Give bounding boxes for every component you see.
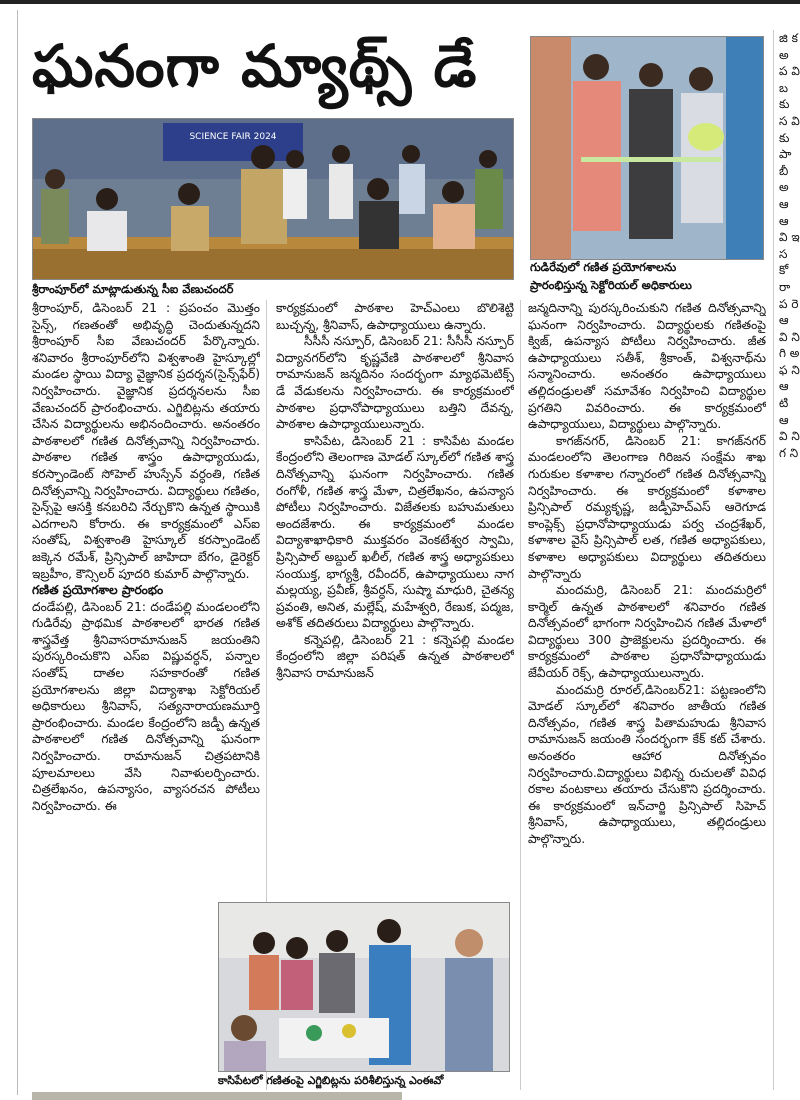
photo-ci-speaking-image xyxy=(33,119,513,279)
col3-para-4: మందమర్రి రూరల్,డిసెంబర్21: పట్టణంలోని మోడల్ స్కూల్‌లో శనివారం జాతీయ గణిత దినోత్సవం, గణిత శాస్త్ర పితామహుడు శ్రీనివాస రామానుజన్ జయంతి సందర్భంగా కేక్ కట్ చేశారు. అనంతరం ఆహార దినోత్సవం నిర్వహించారు.విద్యార్థులు విభిన్న రుచులతో వివిధ రకాల వంటకాలు తయారు చేసుకొని ప్రదర్శించారు. ఈ కార్యక్రమంలో ఇన్‌చార్జి ప్రిన్సిపాల్ సిహెచ్ శ్రీనివాస్, ఉపాధ్యాయులు, తల్లిదండ్రులు పాల్గొన్నారు. xyxy=(528,682,766,846)
article-column-2 xyxy=(276,300,514,900)
col2-para-top: కార్యక్రమంలో పాఠశాల హెచ్ఎంలు బొలిశెట్టి బుచ్చన్న, శ్రీనివాస్, ఉపాధ్యాయులు ఉన్నారు. xyxy=(276,301,514,332)
bottom-photo-edge xyxy=(32,1092,402,1100)
banner-text: SCIENCE FAIR 2024 xyxy=(189,132,277,142)
adjacent-article-fragment: జి క అ ప వి బ కు స వి కు పా బీ అ ఆ ఆ వి ఇ స కో రా ప రె ఆ వి ని గి అ ఫ ని ఆ టి ఆ వి ని గ ని xyxy=(779,31,800,460)
top-rule xyxy=(0,0,800,4)
photo-exhibits-caption: కాసిపేటలో గణితంపై ఎగ్జిబిట్లను పరిశీలిస్తున్న ఎంఈవో xyxy=(218,1074,444,1087)
col1-para-2: దండేపల్లి, డిసెంబర్ 21: దండేపల్లి మండలంలోని గుడిరేవు ప్రాథమిక పాఠశాలలో భారత గణిత శాస్త్రవేత్త శ్రీనివాసరామానుజన్ జయంతిని పురస్కరించుకొని ఎస్ఐ విష్ణువర్ధన్, పన్నాల సంతోష్ దాతల సహకారంతో గణిత ప్రయోగశాలను జిల్లా విద్యాశాఖ సెక్టోరియల్ అధికారులు శ్రీనివాస్, సత్యనారాయణమూర్తి ప్రారంభించారు. మండల కేంద్రంలోని జడ్పీ ఉన్నత పాఠశాలలో గణిత దినోత్సవాన్ని ఘనంగా నిర్వహించారు. రామానుజన్ చిత్రపటానికి పూలమాలలు వేసి నివాళులర్పించారు. చిత్రలేఖనం, ఉపన్యాసం, వ్యాసరచన పోటీలు నిర్వహించారు. ఈ xyxy=(32,599,260,813)
col3-para-2: కాగజ్‌నగర్, డిసెంబర్ 21: కాగజ్‌నగర్ మండలంలోని తెలంగాణ గిరిజన సంక్షేమ శాఖ గురుకుల కళాశాల గన్నారంలో గణిత దినోత్సవాన్ని నిర్వహించారు. ఈ కార్యక్రమంలో కళాశాల ప్రిన్సిపాల్ రమ్యకృష్ణ, జడ్పీహెచ్ఎస్ ఆరెగూడ కాంప్లెక్స్ ప్రధానోపాధ్యాయుడు పర్వ చంద్రశేఖర్, కళాశాల వైస్ ప్రిన్సిపాల్ లత, గణిత అధ్యాపకులు, కళాశాల అధ్యాపకులు విద్యార్థులు తదితరులు పాల్గొన్నారు xyxy=(528,433,766,581)
photo-exhibits xyxy=(218,902,510,1072)
column-rule-3 xyxy=(773,30,774,1090)
col1-para-1: శ్రీరాంపూర్, డిసెంబర్ 21 : ప్రపంచం మొత్తం సైన్స్, గణతంతో అభివృద్ధి చెందుతున్నదని శ్రీరాంపూర్ సీఐ వేణుచందర్ పేర్కొన్నారు. శనివారం శ్రీరాంపూర్‌లోని విశ్వశాంతి హైస్కూల్లో మండల స్థాయి విద్యా వైజ్ఞానిక ప్రదర్శన(సైన్స్‌ఫేర్) నిర్వహించారు. వైజ్ఞానిక ప్రదర్శనలను సీఐ వేణుచందర్ ప్రారంభించారు. ఎగ్జిబిట్లను తయారు చేసిన విద్యార్థులను అభినందించారు. అనంతరం పాఠశాలలో గణిత దినోత్సవాన్ని నిర్వహించారు. పాఠశాల గణిత శాస్త్రం ఉపాధ్యాయుడు, కరస్పాండెంట్ సోహెల్ హుస్సేన్ వర్ధంతి, గణిత దినోత్సవాన్ని నిర్వహించారు. విద్యార్థులు గణితం, సైన్స్‌పై ఆసక్తి కనబరిచి నేర్చుకొని ఉన్నత స్థాయికి ఎదగాలని కోరారు. ఈ కార్యక్రమంలో ఎస్ఐ సంతోష్, విశ్వశాంతి హైస్కూల్ కరస్పాండెంట్ జక్కెన రమేశ్, ప్రిన్సిపాల్ జాహిదా బేగం, డైరెక్టర్ ఇబ్రహీం, కౌన్సిలర్ పూదరి కుమార్ పాల్గొన్నారు. xyxy=(32,301,260,581)
photo-lab-caption-line1: గుడిరేవులో గణిత ప్రయోగశాలను xyxy=(530,260,677,274)
article-column-3 xyxy=(528,300,766,1086)
photo-lab-inauguration-image xyxy=(531,37,763,259)
photo-ci-speaking xyxy=(32,118,514,280)
col1-subhead-lab: గణిత ప్రయోగశాల ప్రారంభం xyxy=(32,583,164,598)
photo-exhibits-image xyxy=(219,903,509,1071)
col2-para-2: కాసిపేట, డిసెంబర్ 21 : కాసిపేట మండల కేంద్రంలోని తెలంగాణ మోడల్ స్కూల్‌లో గణిత శాస్త్ర దినోత్సవాన్ని ఘనంగా నిర్వహించారు. గణిత రంగోళీ, గణిత శాస్త్ర మేళా, చిత్రలేఖనం, ఉపన్యాస పోటీలు నిర్వహించారు. విజేతలకు బహుమతులు అందజేశారు. ఈ కార్యక్రమంలో మండల విద్యాశాఖాధికారి ముక్తవరం వెంకటేశ్వర స్వామి, ప్రిన్సిపాల్ అబ్దుల్ ఖలీల్, గణిత శాస్త్ర అధ్యాపకులు సంయుక్త, భాగ్యశ్రీ, రవీందర్, ఉపాధ్యాయులు నాగ మల్లయ్య, ప్రవీణ్, శ్రీవర్ధన్, సుష్మా మాధురి, చైతన్య ప్రవంతి, అనిత, మల్లేష్, మహేశ్వరి, రేణుక, పద్మజ, అశోక్ తదితరులు విద్యార్థులు పాల్గొన్నారు. xyxy=(276,433,514,631)
col2-para-3: కన్నెపల్లి, డిసెంబర్ 21 : కన్నెపల్లి మండల కేంద్రంలోని జిల్లా పరిషత్ ఉన్నత పాఠశాలలో శ్రీనివాస రామానుజన్ xyxy=(276,632,514,681)
col2-para-1: సీసీసీ నస్పూర్, డిసెంబర్ 21: సీసీసీ నస్పూర్ విద్యానగర్‌లోని కృష్ణవేణి పాఠశాలలో శ్రీనివాస రామానుజన్ జన్మదినం సందర్భంగా మ్యాథమెటిక్స్ డే వేడుకలను నిర్వహించారు. ఈ కార్యక్రమంలో పాఠశాల ప్రధానోపాధ్యాయులు బత్తిని దేవన్న, పాఠశాల ఉపాధ్యాయులున్నారు. xyxy=(276,334,514,432)
photo-lab-caption-line2: ప్రారంభిస్తున్న సెక్టోరియల్ అధికారులు xyxy=(530,278,692,292)
col3-para-1: జన్మదినాన్ని పురస్కరించుకుని గణిత దినోత్సవాన్ని ఘనంగా నిర్వహించారు. విద్యార్థులకు గణితంపై క్విజ్, ఉపన్యాస పోటీలు నిర్వహించారు. జీత ఉపాధ్యాయులు సతీశ్, శ్రీకాంత్, విశ్వనాథ్‌ను సన్మానించారు. అనంతరం ఉపాధ్యాయులు తల్లిదండ్రులతో సమావేశం నిర్వహించి విద్యార్థుల ప్రగతిని వివరించారు. ఈ కార్యక్రమంలో ఉపాధ్యాయులు, విద్యార్థులు పాల్గొన్నారు. xyxy=(528,301,766,432)
col3-para-3: మందమర్రి, డిసెంబర్ 21: మందమర్రిలో కార్మెల్ ఉన్నత పాఠశాలలో శనివారం గణిత దినోత్సవంలో భాగంగా నిర్వహించిన గణిత మేళాలో విద్యార్థులు 300 ప్రాజెక్టులను ప్రదర్శించారు. ఈ కార్యక్రమంలో పాఠశాల ప్రధానోపాధ్యాయుడు జేవీయర్ రెక్స్, ఉపాధ్యాయులున్నారు. xyxy=(528,583,766,681)
photo-lab-inauguration xyxy=(530,36,764,260)
column-rule-2 xyxy=(520,300,521,1090)
photo-ci-caption: శ్రీరాంపూర్‌లో మాట్లాడుతున్న సీఐ వేణుచందర్ xyxy=(32,282,234,296)
headline: ఘనంగా మ్యాథ్స్ డే xyxy=(32,32,478,100)
left-column-rule xyxy=(17,10,18,1095)
